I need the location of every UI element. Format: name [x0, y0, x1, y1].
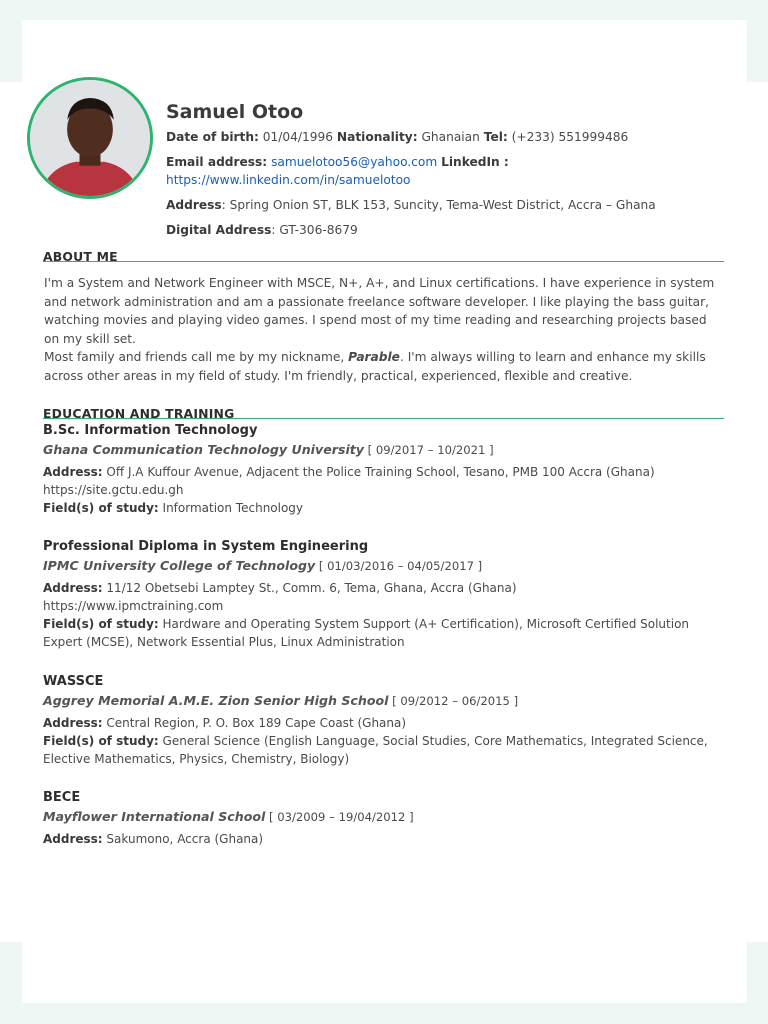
linkedin-label: LinkedIn :	[441, 155, 509, 169]
dob-value: 01/04/1996	[262, 130, 334, 144]
about-heading-text: ABOUT ME	[43, 249, 118, 264]
field-label: Field(s) of study:	[43, 617, 159, 631]
address-line	[166, 196, 656, 214]
email-link[interactable]: samuelotoo56@yahoo.com	[271, 155, 438, 169]
about-paragraph-2-start: Most family and friends call me by my nickname,	[44, 350, 349, 364]
field-label: Field(s) of study:	[43, 501, 159, 515]
website-link[interactable]: https://www.ipmctraining.com	[43, 599, 224, 613]
address-label: Address:	[43, 716, 103, 730]
tel-label: Tel:	[483, 130, 508, 144]
field-of-study-row	[43, 499, 725, 517]
date-range: [ 09/2017 – 10/2021 ]	[364, 443, 494, 457]
institution-name: IPMC University College of Technology	[43, 558, 316, 573]
address-label: Address:	[43, 832, 103, 846]
digital-address-line	[166, 221, 358, 239]
institution-line	[43, 807, 725, 827]
address-row	[43, 463, 725, 481]
field-of-study-row	[43, 732, 725, 768]
address-value: Off J.A Kuffour Avenue, Adjacent the Police Training School, Tesano, PMB 100 Accra (Ghana)	[102, 465, 655, 479]
institution-line	[43, 691, 725, 711]
address-row	[43, 579, 725, 597]
candidate-name: Samuel Otoo	[166, 101, 304, 123]
education-entry	[43, 673, 725, 768]
field-value: General Science (English Language, Social Studies, Core Mathematics, Integrated Science, Elective Mathematics, Physics, Chemistry, Biology)	[43, 734, 708, 766]
field-value: Hardware and Operating System Support (A+ Certification), Microsoft Certified Solution Expert (MCSE), Network Essential Plus, Linux Administration	[43, 617, 690, 649]
institution-name: Mayflower International School	[43, 809, 266, 824]
dob-label: Date of birth:	[166, 130, 259, 144]
about-paragraph-2	[44, 348, 724, 385]
about-paragraph-1: I'm a System and Network Engineer with MSCE, N+, A+, and Linux certifications. I have experience in system and network administration and am a passionate freelance software developer. I like playing the bass guitar, watching movies and playing video games. I spend most of my time reading and researching projects based on my skill set.	[44, 276, 715, 346]
field-label: Field(s) of study:	[43, 734, 159, 748]
education-heading-text: EDUCATION AND TRAINING	[43, 406, 235, 421]
nationality-value: Ghanaian	[421, 130, 480, 144]
institution-line	[43, 556, 725, 576]
degree-title: BECE	[43, 790, 81, 805]
education-entry	[43, 789, 725, 848]
about-section-heading	[43, 246, 724, 262]
nationality-label: Nationality:	[336, 130, 418, 144]
linkedin-link[interactable]: https://www.linkedin.com/in/samuelotoo	[166, 173, 411, 187]
address-label: Address:	[43, 465, 103, 479]
nickname: Parable	[348, 350, 400, 364]
contact-line	[166, 153, 726, 189]
digital-address-value: : GT-306-8679	[271, 223, 358, 237]
education-entry	[43, 538, 725, 651]
profile-photo	[27, 77, 153, 199]
institution-name: Ghana Communication Technology University	[43, 442, 364, 457]
address-value: 11/12 Obetsebi Lamptey St., Comm. 6, Tema, Ghana, Accra (Ghana)	[102, 581, 517, 595]
institution-name: Aggrey Memorial A.M.E. Zion Senior High School	[43, 693, 389, 708]
date-range: [ 01/03/2016 – 04/05/2017 ]	[315, 559, 483, 573]
institution-line	[43, 440, 725, 460]
email-label: Email address:	[166, 155, 268, 169]
digital-address-label: Digital Address	[166, 223, 272, 237]
tel-value: (+233) 551999486	[511, 130, 629, 144]
degree-title: WASSCE	[43, 674, 104, 689]
address-label: Address:	[43, 581, 103, 595]
field-of-study-row	[43, 615, 725, 651]
address-row	[43, 714, 725, 732]
address-value: Central Region, P. O. Box 189 Cape Coast (Ghana)	[102, 716, 407, 730]
address-label: Address	[166, 198, 222, 212]
about-text	[44, 274, 724, 385]
date-range: [ 03/2009 – 19/04/2012 ]	[265, 810, 414, 824]
address-value: : Spring Onion ST, BLK 153, Suncity, Tema-West District, Accra – Ghana	[221, 198, 656, 212]
address-row	[43, 830, 725, 848]
personal-details-line	[166, 128, 628, 146]
address-value: Sakumono, Accra (Ghana)	[102, 832, 264, 846]
date-range: [ 09/2012 – 06/2015 ]	[388, 694, 519, 708]
education-entry	[43, 422, 725, 517]
education-section-heading	[43, 403, 724, 419]
degree-title: B.Sc. Information Technology	[43, 423, 258, 438]
website-link[interactable]: https://site.gctu.edu.gh	[43, 483, 184, 497]
degree-title: Professional Diploma in System Engineering	[43, 539, 369, 554]
field-value: Information Technology	[158, 501, 304, 515]
about-paragraph-2-end: . I'm always willing to learn and enhance my skills across other areas in my field of study. I'm friendly, practical, experienced, flexible and creative.	[44, 350, 706, 383]
